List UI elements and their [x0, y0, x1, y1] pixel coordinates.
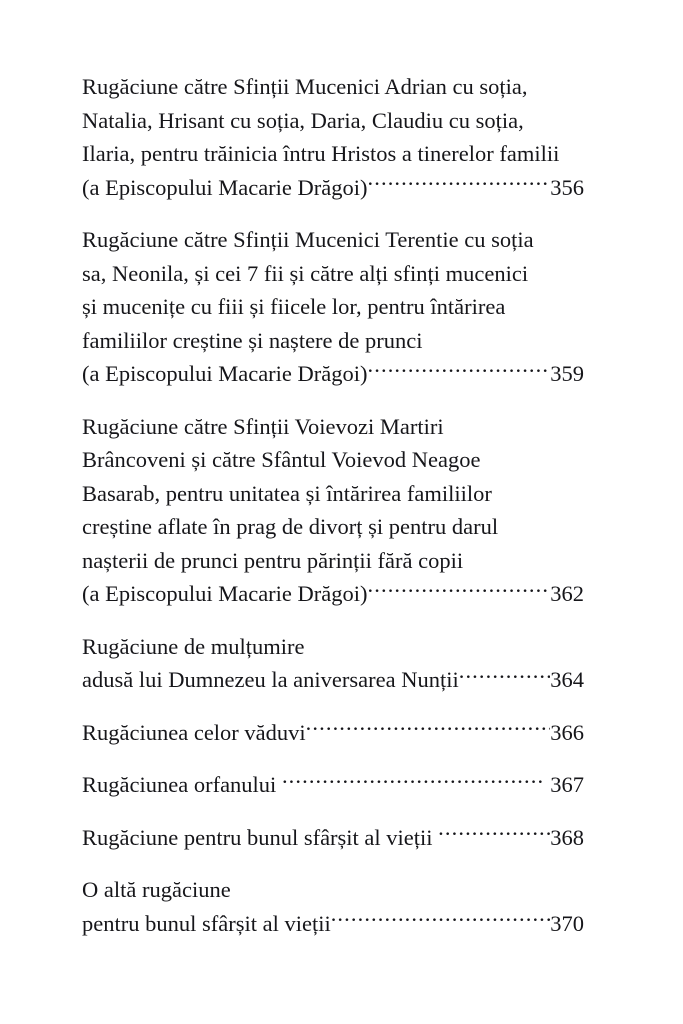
- toc-entry-title: Rugăciunea orfanului: [82, 772, 282, 797]
- toc-page-number: 359: [550, 361, 584, 386]
- toc-page-number: 356: [550, 174, 584, 200]
- toc-entry-last-line: [82, 821, 584, 855]
- toc-entry-title: adusă lui Dumnezeu la aniversarea Nunții: [82, 667, 459, 692]
- toc-entry-line: Rugăciune către Sfinții Voievozi Martiri: [82, 413, 444, 439]
- toc-entry-line: creștine aflate în prag de divorț și pentru darul: [82, 514, 499, 539]
- toc-entry-last-line: [82, 907, 584, 941]
- toc-entry-line: Rugăciune de mulțumire: [82, 633, 305, 659]
- dot-leader: [368, 579, 551, 602]
- toc-entry-title: pentru bunul sfârșit al vieții: [82, 910, 331, 936]
- toc-page-number: 364: [550, 667, 584, 692]
- toc-entry[interactable]: [82, 630, 584, 697]
- dot-leader: [368, 359, 551, 382]
- dot-leader: [459, 665, 551, 688]
- toc-entry-line: Rugăciune către Sfinții Mucenici Adrian cu soția,: [82, 74, 528, 99]
- dot-leader: [368, 172, 551, 195]
- toc-entry[interactable]: [82, 873, 584, 940]
- dot-leader: [306, 717, 551, 740]
- toc-entry-last-line: [82, 357, 584, 391]
- toc-entry-line: Rugăciune către Sfinții Mucenici Terentie cu soția: [82, 227, 534, 252]
- toc-entry-line: sa, Neonila, și cei 7 fii și către alți sfinți mucenici: [82, 260, 529, 286]
- toc-entry-title: (a Episcopului Macarie Drăgoi): [82, 361, 368, 386]
- toc-entry-line: O altă rugăciune: [82, 877, 231, 902]
- toc-entry-line: familiilor creștine și naștere de prunci: [82, 327, 423, 353]
- toc-entry-title: Rugăciune pentru bunul sfârșit al vieții: [82, 824, 439, 850]
- toc-entry-last-line: [82, 716, 584, 750]
- toc-page-number: 362: [550, 581, 584, 606]
- toc-entry-last-line: [82, 663, 584, 697]
- toc-page-number: 368: [550, 824, 584, 850]
- toc-entry[interactable]: [82, 768, 584, 802]
- toc-entry-line: Natalia, Hrisant cu soția, Daria, Claudiu cu soția,: [82, 107, 524, 133]
- toc-entry-line: nașterii de prunci pentru părinții fără copii: [82, 547, 464, 573]
- toc-entry-title: (a Episcopului Macarie Drăgoi): [82, 174, 368, 200]
- toc-page-number: 366: [550, 719, 584, 745]
- table-of-contents: [82, 70, 584, 940]
- toc-entry-last-line: [82, 577, 584, 611]
- dot-leader: [331, 908, 551, 931]
- toc-entry-line: Ilaria, pentru trăinicia întru Hristos a tinerelor familii: [82, 141, 560, 166]
- dot-leader: [438, 822, 550, 845]
- toc-entry-last-line: [82, 171, 584, 205]
- toc-entry-line: Brâncoveni și către Sfântul Voievod Neagoe: [82, 447, 481, 472]
- toc-entry-title: (a Episcopului Macarie Drăgoi): [82, 581, 368, 606]
- toc-entry[interactable]: [82, 223, 584, 391]
- toc-entry-title: Rugăciunea celor văduvi: [82, 719, 306, 745]
- toc-entry-last-line: [82, 768, 584, 802]
- toc-entry-line: Basarab, pentru unitatea și întărirea familiilor: [82, 480, 492, 506]
- toc-entry-line: și mucenițe cu fiii și fiicele lor, pentru întărirea: [82, 294, 506, 319]
- toc-page-number: 370: [550, 910, 584, 936]
- toc-entry[interactable]: [82, 716, 584, 750]
- dot-leader: [282, 770, 545, 793]
- toc-entry[interactable]: [82, 70, 584, 204]
- toc-entry[interactable]: [82, 410, 584, 611]
- toc-page-number: 367: [544, 772, 584, 797]
- toc-entry[interactable]: [82, 821, 584, 855]
